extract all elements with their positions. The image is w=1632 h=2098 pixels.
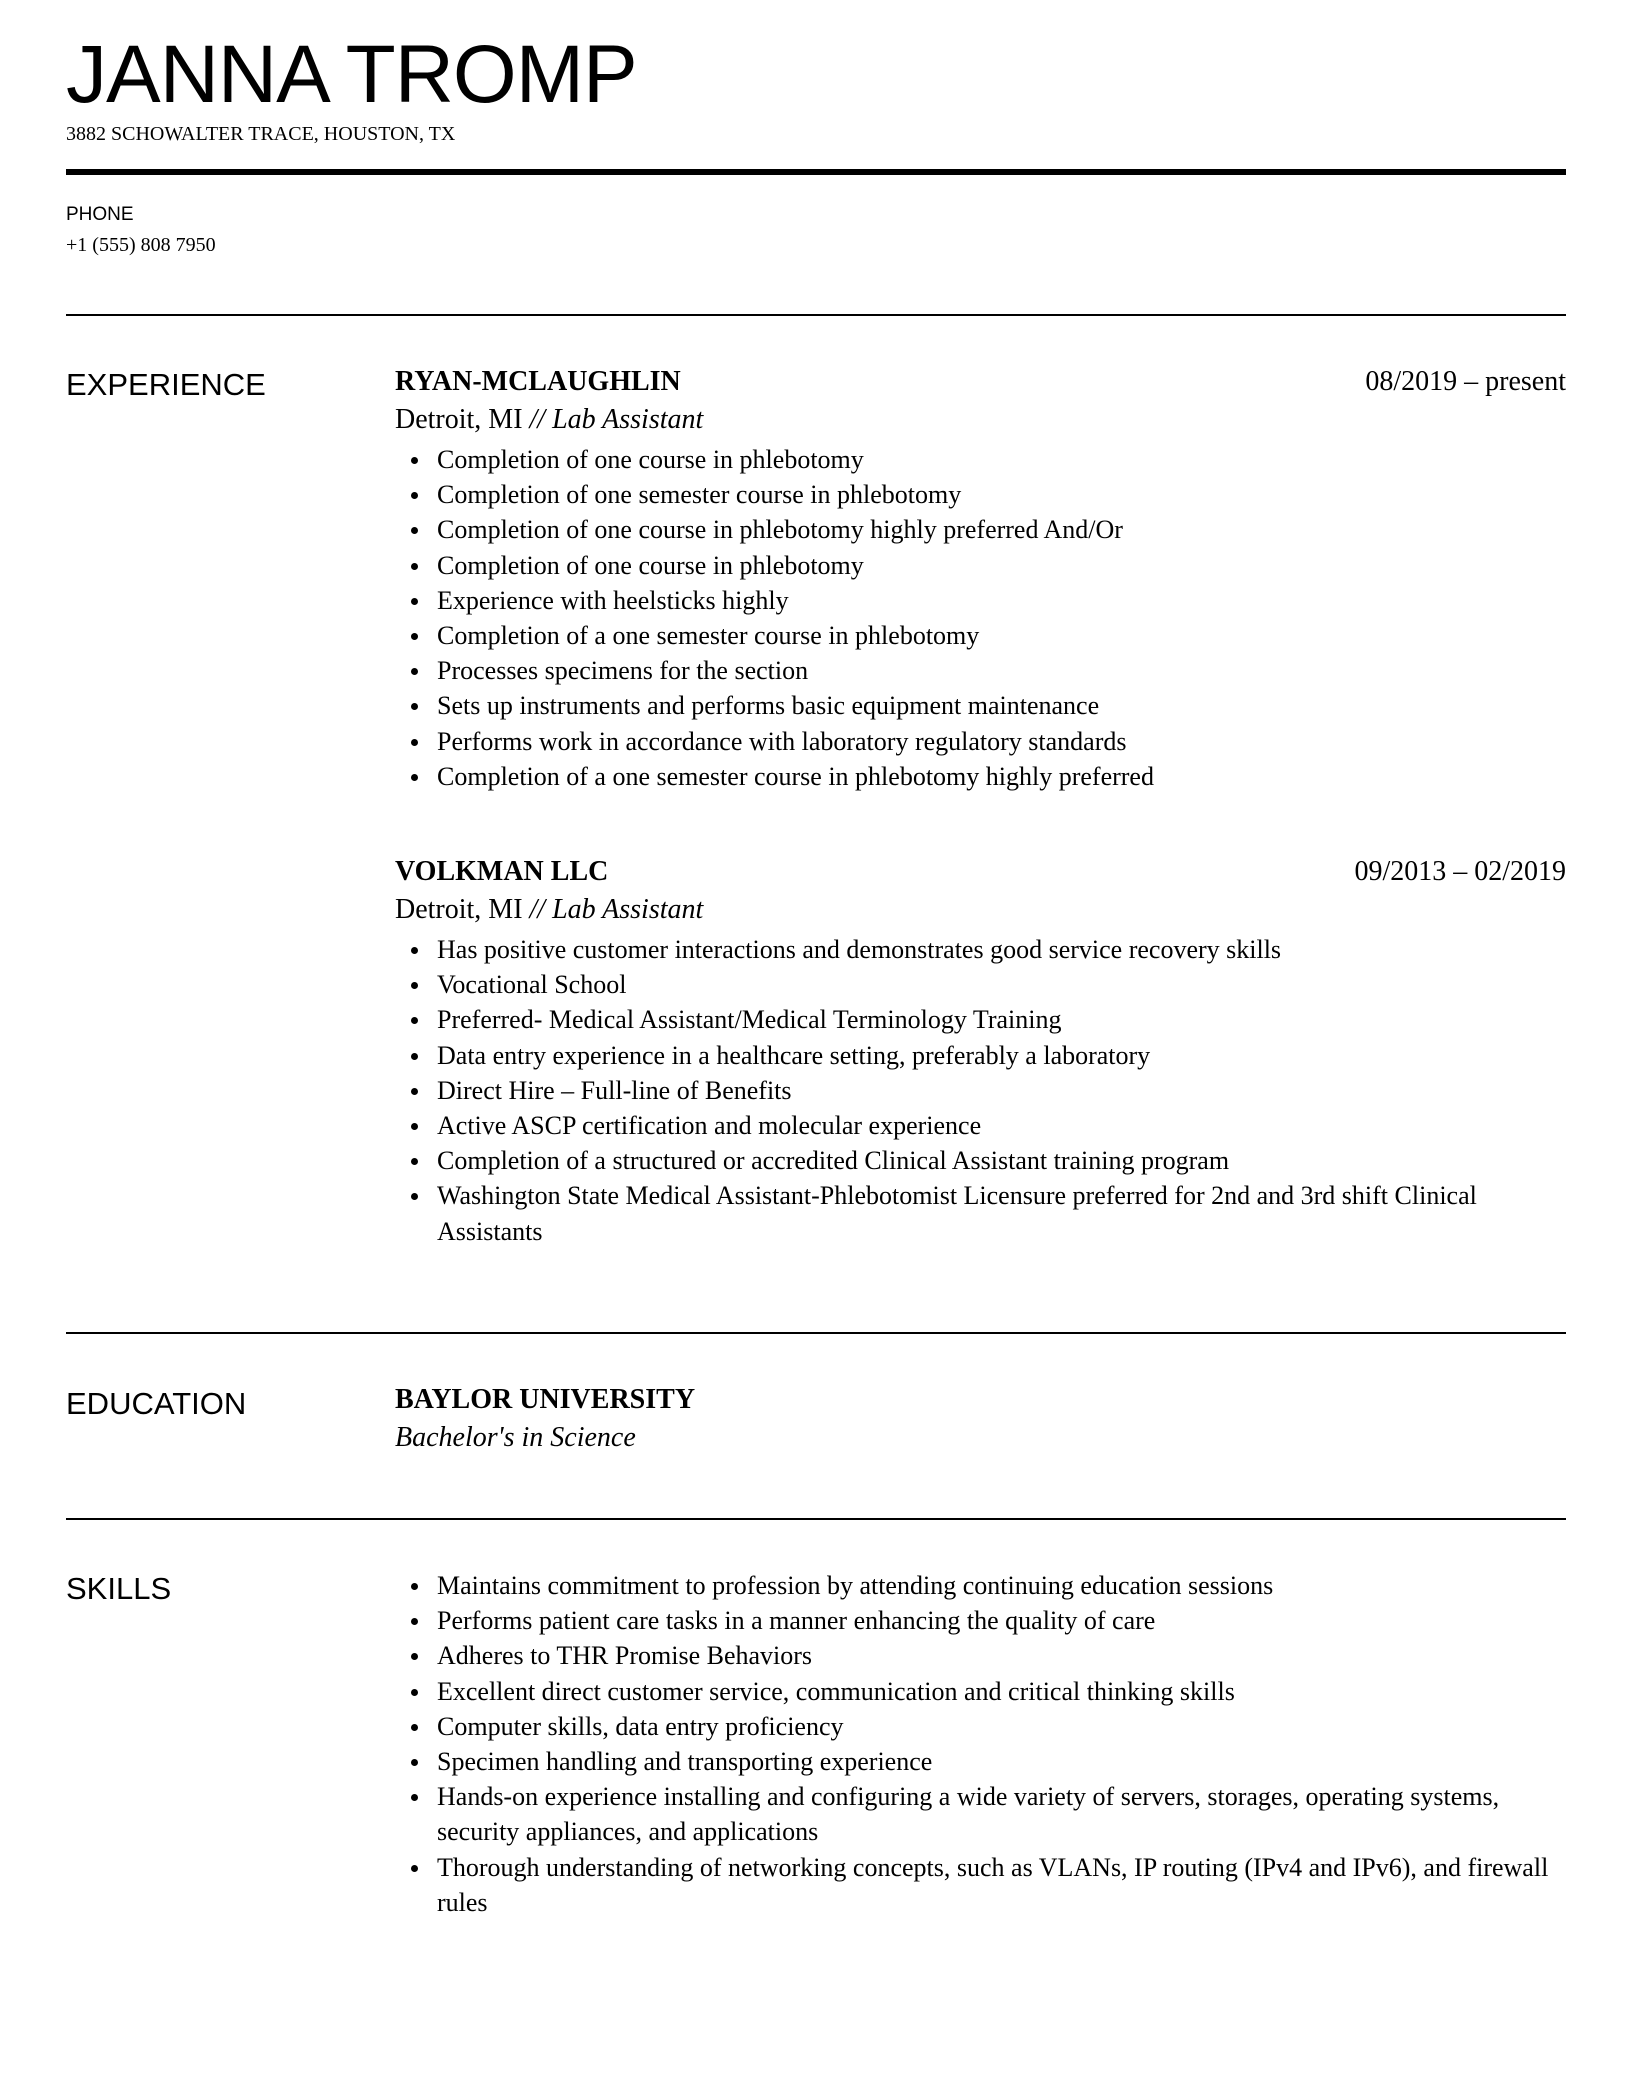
- header-divider: [66, 169, 1566, 175]
- skill-item: Computer skills, data entry proficiency: [395, 1709, 1566, 1744]
- job-bullet: Has positive customer interactions and demonstrates good service recovery skills: [395, 932, 1566, 967]
- job-location: Detroit, MI: [395, 404, 523, 435]
- job-bullet: Completion of one course in phlebotomy: [395, 548, 1566, 583]
- phone-number: +1 (555) 808 7950: [66, 234, 216, 256]
- job-bullet: Experience with heelsticks highly: [395, 583, 1566, 618]
- skill-item: Adheres to THR Promise Behaviors: [395, 1638, 1566, 1673]
- job-bullet-list: [395, 442, 1566, 794]
- education-section-title: EDUCATION: [66, 1386, 247, 1421]
- job-entry: [395, 364, 1566, 794]
- job-separator: //: [529, 404, 546, 435]
- job-bullet: Completion of a structured or accredited Clinical Assistant training program: [395, 1143, 1566, 1178]
- job-bullet: Active ASCP certification and molecular experience: [395, 1108, 1566, 1143]
- job-bullet: Completion of a one semester course in phlebotomy highly preferred: [395, 759, 1566, 794]
- skills-section-title: SKILLS: [66, 1571, 172, 1606]
- experience-section-title: EXPERIENCE: [66, 367, 266, 402]
- experience-section: [395, 364, 1566, 1249]
- job-role: Lab Assistant: [552, 404, 704, 435]
- job-bullet: Completion of one course in phlebotomy highly preferred And/Or: [395, 512, 1566, 547]
- skills-list: [395, 1568, 1566, 1920]
- job-bullet: Completion of a one semester course in phlebotomy: [395, 618, 1566, 653]
- job-company: RYAN-MCLAUGHLIN: [395, 366, 681, 397]
- job-subline: [395, 890, 1566, 930]
- job-bullet: Completion of one course in phlebotomy: [395, 442, 1566, 477]
- candidate-address: 3882 SCHOWALTER TRACE, HOUSTON, TX: [66, 123, 456, 145]
- job-bullet: Washington State Medical Assistant-Phlebotomist Licensure preferred for 2nd and 3rd shift Clinical Assistants: [395, 1178, 1566, 1248]
- skill-item: Thorough understanding of networking concepts, such as VLANs, IP routing (IPv4 and IPv6), and firewall rules: [395, 1850, 1566, 1920]
- job-entry: [395, 854, 1566, 1249]
- job-bullet: Completion of one semester course in phlebotomy: [395, 477, 1566, 512]
- skill-item: Performs patient care tasks in a manner enhancing the quality of care: [395, 1603, 1566, 1638]
- skill-item: Hands-on experience installing and configuring a wide variety of servers, storages, operating systems, security appliances, and applications: [395, 1779, 1566, 1849]
- education-divider: [66, 1518, 1566, 1520]
- skill-item: Excellent direct customer service, communication and critical thinking skills: [395, 1674, 1566, 1709]
- job-dates: 08/2019 – present: [1365, 366, 1566, 397]
- job-bullet: Data entry experience in a healthcare setting, preferably a laboratory: [395, 1038, 1566, 1073]
- job-bullet: Preferred- Medical Assistant/Medical Terminology Training: [395, 1002, 1566, 1037]
- job-subline: [395, 400, 1566, 440]
- education-degree: Bachelor's in Science: [395, 1422, 636, 1453]
- education-section: [395, 1382, 1566, 1458]
- job-company: VOLKMAN LLC: [395, 856, 609, 888]
- job-separator: //: [529, 894, 546, 926]
- contact-divider: [66, 314, 1566, 316]
- education-school: BAYLOR UNIVERSITY: [395, 1384, 696, 1415]
- job-bullet: Processes specimens for the section: [395, 653, 1566, 688]
- job-bullet: Performs work in accordance with laboratory regulatory standards: [395, 724, 1566, 759]
- job-bullet: Vocational School: [395, 967, 1566, 1002]
- candidate-name: JANNA TROMP: [66, 29, 637, 120]
- skills-section: [395, 1568, 1566, 1920]
- job-bullet: Direct Hire – Full-line of Benefits: [395, 1073, 1566, 1108]
- job-bullet: Sets up instruments and performs basic equipment maintenance: [395, 688, 1566, 723]
- experience-divider: [66, 1332, 1566, 1334]
- skill-item: Maintains commitment to profession by attending continuing education sessions: [395, 1568, 1566, 1603]
- job-location: Detroit, MI: [395, 894, 523, 926]
- job-role: Lab Assistant: [552, 894, 704, 926]
- job-bullet-list: [395, 932, 1566, 1249]
- phone-label: PHONE: [66, 204, 134, 225]
- job-dates: 09/2013 – 02/2019: [1354, 856, 1566, 888]
- skill-item: Specimen handling and transporting experience: [395, 1744, 1566, 1779]
